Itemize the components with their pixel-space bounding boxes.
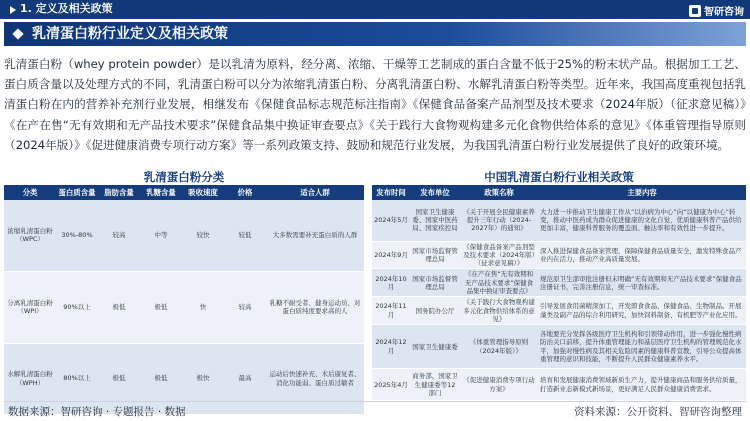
column-header: 分类	[4, 185, 56, 200]
table-cell: 较高	[98, 200, 140, 271]
table-cell: 2025年4月	[372, 369, 410, 401]
table-cell: 30%-80%	[56, 200, 98, 271]
triangle-icon	[10, 6, 16, 14]
column-header: 吸收速度	[182, 185, 224, 200]
policy-title: 中国乳清蛋白粉行业相关政策	[484, 170, 634, 184]
table-cell: 极低	[140, 343, 182, 414]
table-cell: 商务部、国家卫生健康委等12部门	[410, 369, 460, 401]
table-cell: 中等	[140, 200, 182, 271]
table-header-row	[4, 185, 364, 200]
table-cell: 2024年9月	[372, 241, 410, 269]
table-cell: 较高	[224, 271, 266, 343]
brand-logo-icon	[689, 5, 701, 17]
table-cell: 引导发展食用菌精深加工，开发即食食品、保健食品、生物制品。开展藻类及副产品的综合利用研究，加快饲料制备、有机肥等产业化应用。	[538, 297, 746, 325]
table-cell: 水解乳清蛋白粉（WPH）	[4, 343, 56, 414]
table-cell: 2024年10月	[372, 269, 410, 297]
table-cell: 最高	[224, 343, 266, 414]
brand-name: 智研咨询	[704, 7, 744, 18]
table-cell: 2024年12月	[372, 325, 410, 369]
column-header: 发布单位	[410, 185, 460, 200]
table-row	[372, 297, 746, 325]
classification-title: 乳清蛋白粉分类	[143, 170, 225, 184]
table-cell: 各地要充分发挥各级医疗卫生机构和引领带动作用，进一步强化慢性病防治关口前移，提升体重管理能力和基层医疗卫生机构的管理规范化水平，加强对慢性病及其相关危险因素的健康科普宣教，引导公众提高体重管理的意识和技能，不断提升人民群众健康素养水平。	[538, 325, 746, 369]
policy-table	[372, 185, 746, 401]
column-header: 主要内容	[538, 185, 746, 200]
table-cell: 《保健食品备案产品剂型及技术要求（2024年版）（征求意见稿）》	[460, 241, 538, 269]
table-cell: 较快	[182, 200, 224, 271]
table-row	[372, 325, 746, 369]
table-cell: 极低	[98, 343, 140, 414]
table-cell: 国务院办公厅	[410, 297, 460, 325]
table-row	[372, 241, 746, 269]
table-cell: 《在产在售“无有效期和无产品技术要求”保健食品集中换证审查要点》	[460, 269, 538, 297]
table-cell: 国家卫生健康委	[410, 325, 460, 369]
table-row	[372, 269, 746, 297]
table-cell: 《促进健康消费专项行动方案》	[460, 369, 538, 401]
table-cell: 极低	[98, 271, 140, 343]
table-cell: 运动后快速补充、术后康复者、消化功能弱、蛋白质过敏者	[266, 343, 364, 414]
table-cell: 2024年11月	[372, 297, 410, 325]
table-cell: 《体重管理指导原则（2024年版）》	[460, 325, 538, 369]
table-cell: 分离乳清蛋白粉（WPI）	[4, 271, 56, 343]
section-title: 1. 定义及相关政策	[20, 2, 113, 15]
diamond-icon	[12, 28, 23, 39]
table-cell: 90%以上	[56, 271, 98, 343]
table-cell: 国家市场监督管理总局	[410, 269, 460, 297]
column-header: 适合人群	[266, 185, 364, 200]
title-bar	[4, 22, 746, 46]
table-cell: 较低	[224, 200, 266, 271]
table-cell: 大多数需要补充蛋白质的人群	[266, 200, 364, 271]
top-bar	[0, 0, 750, 19]
table-row	[4, 200, 364, 271]
column-header: 发布时间	[372, 185, 410, 200]
table-cell: 浓缩乳清蛋白粉（WPC）	[4, 200, 56, 271]
footer-left: 数据来源：智研咨询 · 专题报告 · 数据	[8, 406, 186, 418]
column-header: 乳糖含量	[140, 185, 182, 200]
table-cell: 快	[182, 271, 224, 343]
table-cell: 培育和发展健康消费领域新质生产力，提升健康商品和服务供给质量，打造新业态新模式新场景，更好满足人民群众健康消费需求。	[538, 369, 746, 401]
table-cell: 《关于践行大食物观构建多元化食物供给体系的意见》	[460, 297, 538, 325]
table-row	[372, 200, 746, 241]
table-cell: 国家市场监督管理总局	[410, 241, 460, 269]
footer	[4, 402, 746, 421]
table-cell: 极快	[182, 343, 224, 414]
table-cell: 规范原卫生部审批注册但未明确“无有效期和无产品技术要求”保健食品注册证书，完善注册信息，统一审查标准。	[538, 269, 746, 297]
classification-table	[4, 185, 364, 415]
table-cell: 《关于开展全民健康素养提升三年行动（2024-2027年）的通知》	[460, 200, 538, 241]
table-cell: 80%以上	[56, 343, 98, 414]
table-cell: 大力进一步推动卫生健康工作从“以治病为中心”向“以健康为中心”转变，推动中医药成为群众促进健康的文化自觉，优质健康科普产品供给更加丰富，健康科普服务的覆盖面、触达率和有效性进一步提升。	[538, 200, 746, 241]
footer-right: 资料来源：公开资料、智研咨询整理	[574, 406, 742, 418]
table-cell: 国家卫生健康委、国家中医药局、国家疾控局	[410, 200, 460, 241]
table-cell: 2024年5月	[372, 200, 410, 241]
brand	[689, 3, 744, 18]
table-row	[372, 369, 746, 401]
table-cell: 乳糖不耐受者、健身运动员、对蛋白质纯度要求高的人	[266, 271, 364, 343]
table-row	[4, 271, 364, 343]
table-header-row	[372, 185, 746, 200]
intro-paragraph: 乳清蛋白粉（whey protein powder）是以乳清为原料，经分离、浓缩、干燥等工艺制成的蛋白含量不低于25%的粉末状产品。根据加工工艺、蛋白质含量以及处理方式的不同，乳清蛋白粉可以分为浓缩乳清蛋白粉、分离乳清蛋白粉、水解乳清蛋白粉等类型。近年来，我国高度重视包括乳清蛋白粉在内的营养补充剂行业发展，相继发布《保健食品标志规范标注指南》《保健食品备案产品剂型及技术要求（2024年版）（征求意见稿）》《在产在售“无有效期和无产品技术要求”保健食品集中换证审查要点》《关于践行大食物观构建多元化食物供给体系的意见》《体重管理指导原则（2024年版）》《促进健康消费专项行动方案》等一系列政策支持、鼓励和规范行业发展，为我国乳清蛋白粉行业发展提供了良好的政策环境。	[4, 57, 747, 152]
table-cell: 深入推进保健食品备案管理，保障保健食品质量安全，激发特殊食品产业内在活力，推动产业高质量发展。	[538, 241, 746, 269]
column-header: 脂肪含量	[98, 185, 140, 200]
page-title: 乳清蛋白粉行业定义及相关政策	[32, 26, 228, 42]
column-header: 政策名称	[460, 185, 538, 200]
column-header: 蛋白质含量	[56, 185, 98, 200]
table-cell: 极低	[140, 271, 182, 343]
column-header: 价格	[224, 185, 266, 200]
